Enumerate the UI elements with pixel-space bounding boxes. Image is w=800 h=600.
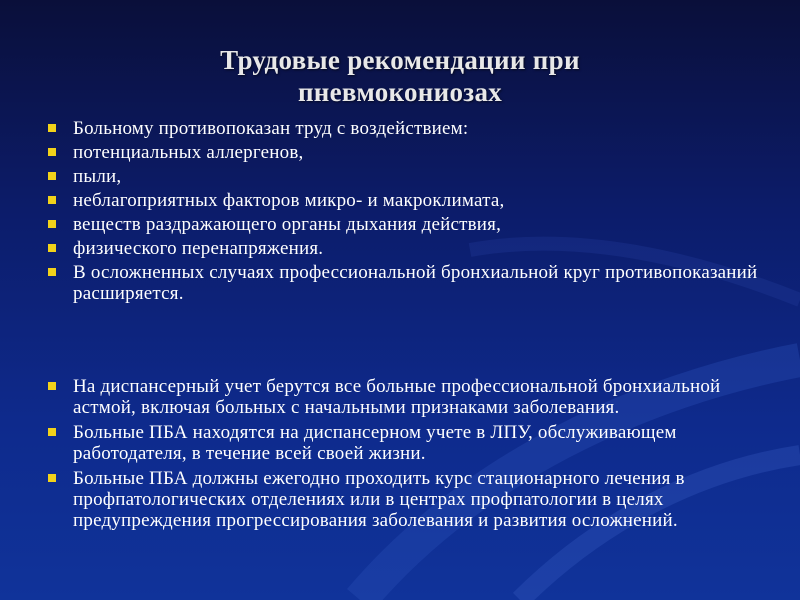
list-item	[48, 468, 778, 531]
list-item	[48, 166, 778, 187]
list-item-text: Больные ПБА находятся на диспансерном учете в ЛПУ, обслуживающем работодателя, в течение всей своей жизни.	[73, 422, 677, 464]
list-item	[48, 190, 778, 211]
list-item-text: Больному противопоказан труд с воздействием:	[73, 118, 469, 139]
square-bullet-icon	[48, 172, 56, 180]
slide-title	[100, 44, 700, 108]
list-item	[48, 214, 778, 235]
list-item-text: потенциальных аллергенов,	[73, 142, 304, 163]
list-item-text: неблагоприятных факторов микро- и макроклимата,	[73, 190, 505, 211]
list-item	[48, 376, 778, 418]
list-item-text: Больные ПБА должны ежегодно проходить курс стационарного лечения в профпатологических отделениях или в центрах профпатологии в целях предупреждения прогрессирования заболевания и развития осложнений.	[73, 468, 685, 531]
list-item-text: На диспансерный учет берутся все больные профессиональной бронхиальной астмой, включая больных с начальными признаками заболевания.	[73, 376, 721, 418]
square-bullet-icon	[48, 196, 56, 204]
list-item	[48, 238, 778, 259]
bullet-list-dispensary	[48, 376, 778, 535]
list-item-text: физического перенапряжения.	[73, 238, 324, 259]
list-item-text: пыли,	[73, 166, 122, 187]
square-bullet-icon	[48, 244, 56, 252]
title-line-2: пневмокониозах	[297, 77, 503, 107]
square-bullet-icon	[48, 428, 56, 436]
title-line-1: Трудовые рекомендации при	[220, 45, 580, 75]
square-bullet-icon	[48, 382, 56, 390]
square-bullet-icon	[48, 268, 56, 276]
list-item	[48, 142, 778, 163]
square-bullet-icon	[48, 474, 56, 482]
bullet-list-restrictions	[48, 118, 778, 307]
list-item	[48, 422, 778, 464]
list-item	[48, 262, 778, 304]
square-bullet-icon	[48, 220, 56, 228]
list-item-text: веществ раздражающего органы дыхания действия,	[73, 214, 502, 235]
list-item-text: В осложненных случаях профессиональной бронхиальной круг противопоказаний расширяется.	[73, 262, 758, 304]
square-bullet-icon	[48, 124, 56, 132]
square-bullet-icon	[48, 148, 56, 156]
list-item	[48, 118, 778, 139]
